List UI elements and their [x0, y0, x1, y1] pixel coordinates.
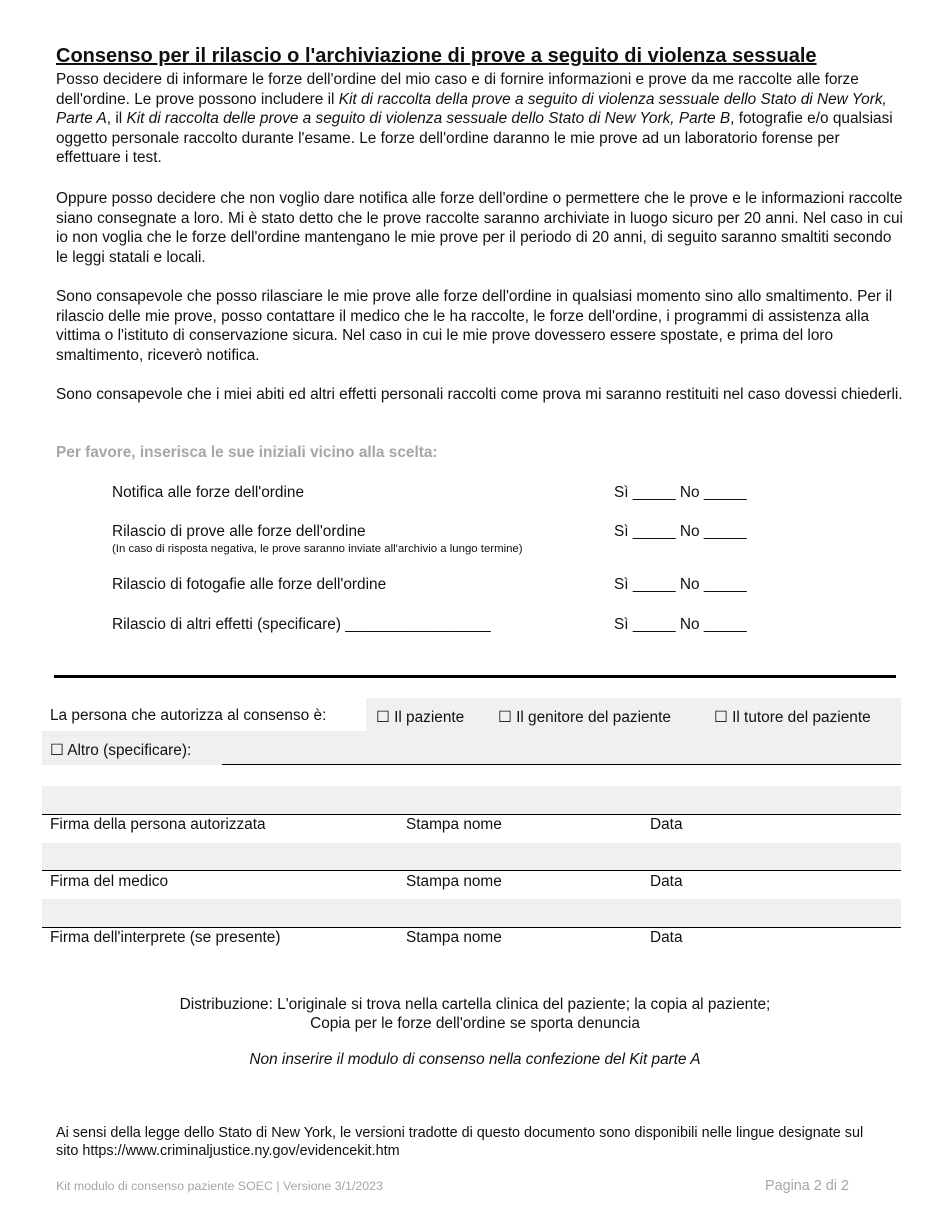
print-name-physician-label: Stampa nome — [406, 873, 502, 890]
choice-release-evidence-yes-no[interactable]: Sì _____ No _____ — [614, 523, 747, 540]
paragraph-release: Sono consapevole che posso rilasciare le mie prove alle forze dell'ordine in qualsiasi momento sino allo smaltimento. Per il rilascio delle mie prove, posso contattare il medico che le ha raccolte, le forze dell'ordine, i programmi di assistenza alla vittima o l'istituto di conservazione sicura. Nel caso in cui le mie prove dovessero essere spostate, e prima del loro smaltimento, riceverò notifica. — [56, 288, 893, 364]
footer-page-number: Pagina 2 di 2 — [764, 1178, 849, 1194]
signature-line-authorized — [42, 814, 901, 815]
date-authorized-label: Data — [650, 816, 683, 833]
paragraph-storage: Oppure posso decidere che non voglio dare notifica alle forze dell'ordine o permettere che le prove e le informazioni raccolte siano consegnate a loro. Mi è stato detto che le prove raccolte saranno archiviate in luogo sicuro per 20 anni. Nel caso in cui io non voglia che le forze dell'ordine mantengano le mie prove per il periodo di 20 anni, di seguito saranno smaltiti secondo le leggi statali e locali. — [56, 190, 903, 266]
section-divider — [54, 675, 896, 678]
choice-release-other-yes-no[interactable]: Sì _____ No _____ — [614, 616, 747, 633]
signature-field-authorized[interactable] — [42, 786, 901, 814]
print-name-authorized-label: Stampa nome — [406, 816, 502, 833]
signature-authorized-label: Firma della persona autorizzata — [50, 816, 266, 833]
choice-release-photos-label: Rilascio di fotogafie alle forze dell'ordine — [112, 576, 387, 593]
choice-release-other-label[interactable]: Rilascio di altri effetti (specificare) _________________ — [112, 616, 491, 633]
choice-notify-label: Notifica alle forze dell'ordine — [112, 484, 304, 501]
choice-release-evidence-note: (In caso di risposta negativa, le prove saranno inviate all'archivio a lungo termine) — [112, 543, 523, 555]
form-title: Consenso per il rilascio o l'archiviazione di prove a seguito di violenza sessuale — [56, 45, 817, 67]
choice-notify-yes-no[interactable]: Sì _____ No _____ — [614, 484, 747, 501]
signature-field-interpreter[interactable] — [42, 899, 901, 927]
choice-release-evidence-text: Rilascio di prove alle forze dell'ordine — [112, 523, 366, 540]
footer-version: Kit modulo di consenso paziente SOEC | Versione 3/1/2023 — [56, 1179, 383, 1193]
paragraph-law-enforcement: Posso decidere di informare le forze dell'ordine del mio caso e di fornire informazioni e prove da me raccolte alle forze dell'ordine. Le prove possono includere il Kit di raccolta della prove a seguito di violenza sessuale dello Stato di New York, Parte A, il Kit di raccolta delle prove a seguito di violenza sessuale dello Stato di New York, Parte B, fotografie e/o qualsiasi oggetto personale raccolto durante l'esame. Le forze dell'ordine daranno le mie prove ad un laboratorio forense per effettuare i test. — [56, 71, 893, 167]
signature-line-interpreter — [42, 927, 901, 928]
choice-release-evidence-label — [112, 523, 523, 555]
authorizer-option-other[interactable]: ☐ Altro (specificare): — [50, 742, 192, 759]
signature-interpreter-label: Firma dell'interprete (se presente) — [50, 929, 281, 946]
distribution-line-1: Distribuzione: L'originale si trova nella cartella clinica del paziente; la copia al paziente; — [179, 996, 771, 1013]
distribution-line-2: Copia per le forze dell'ordine se sporta denuncia — [310, 1014, 640, 1032]
signature-physician-label: Firma del medico — [50, 873, 169, 890]
authorizer-label: La persona che autorizza al consenso è: — [50, 707, 327, 724]
distribution-note — [0, 996, 950, 1033]
date-interpreter-label: Data — [650, 929, 683, 946]
authorizer-option-guardian[interactable]: ☐ Il tutore del paziente — [714, 709, 871, 726]
initials-instruction: Per favore, inserisca le sue iniziali vicino alla scelta: — [56, 444, 438, 461]
other-specify-line[interactable] — [222, 764, 901, 765]
authorizer-option-parent[interactable]: ☐ Il genitore del paziente — [498, 709, 671, 726]
paragraph-personal-effects: Sono consapevole che i miei abiti ed altri effetti personali raccolti come prova mi saranno restituiti nel caso dovessi chiederli. — [56, 386, 903, 403]
translation-law-note: Ai sensi della legge dello Stato di New York, le versioni tradotte di questo documento sono disponibili nelle lingue designate sul sito https://www.criminaljustice.ny.gov/evidencekit.htm — [56, 1125, 864, 1159]
print-name-interpreter-label: Stampa nome — [406, 929, 502, 946]
choice-release-photos-yes-no[interactable]: Sì _____ No _____ — [614, 576, 747, 593]
signature-field-physician[interactable] — [42, 843, 901, 870]
kit-note: Non inserire il modulo di consenso nella confezione del Kit parte A — [249, 1051, 701, 1068]
date-physician-label: Data — [650, 873, 683, 890]
authorizer-option-patient[interactable]: ☐ Il paziente — [376, 709, 465, 726]
signature-line-physician — [42, 870, 901, 871]
